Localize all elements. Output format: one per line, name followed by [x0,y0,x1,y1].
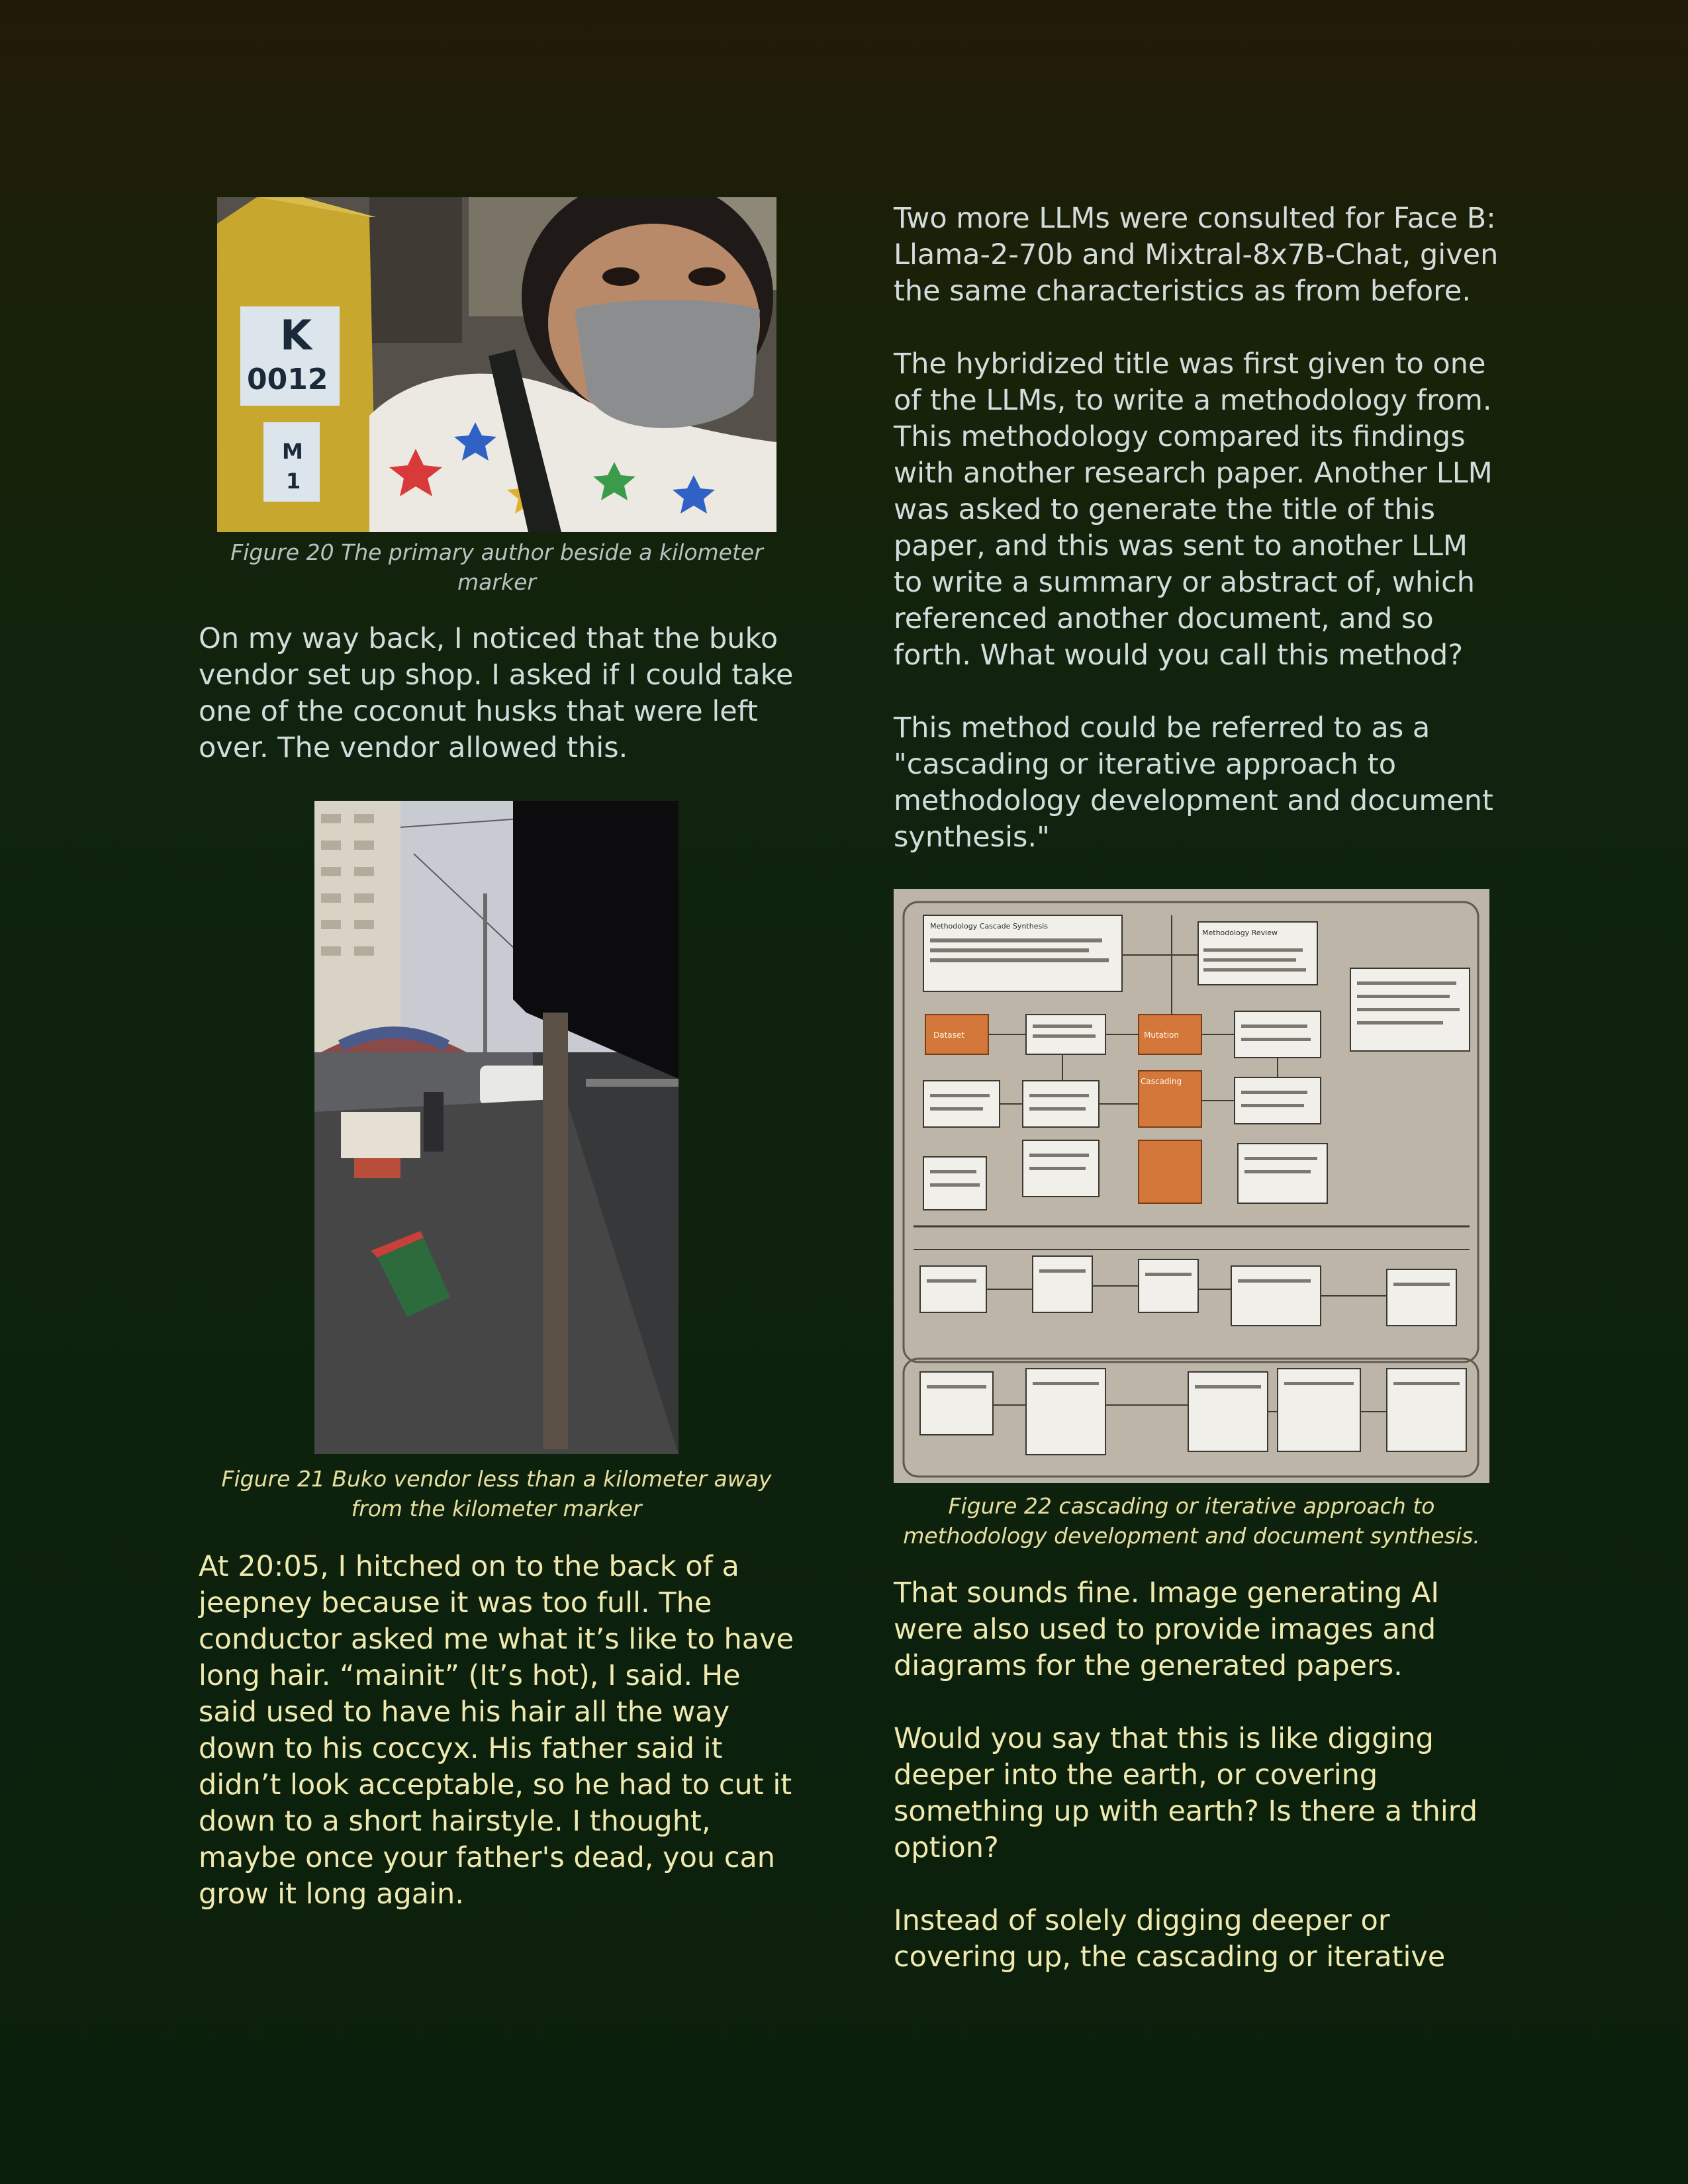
figure-21-photo [314,801,679,1454]
right-paragraph-4: That sounds fine. Image generating AI were also used to provide images and diagrams for the generated papers. [894,1576,1440,1682]
figure-21 [199,801,794,1522]
figure-20 [199,197,794,594]
diagram-box-a: Methodology Review [1202,929,1278,937]
marker-sub-1: M [282,439,303,464]
right-column [894,197,1503,2012]
diagram-orange-1: Dataset [933,1030,964,1040]
diagram-orange-3: Cascading [1141,1077,1182,1086]
left-paragraph-1: On my way back, I noticed that the buko vendor set up shop. I asked if I could take one of the coconut husks that were left over. The vendor allowed this. [199,622,794,764]
right-paragraph-2: The hybridized title was first given to one of the LLMs, to write a methodology from. This methodology compared its findings with another research paper. Another LLM was asked to generate the title of this paper, and this was sent to another LLM to write a summary or abstract of, which referenced another document, and so forth. What would you call this method? [894,347,1493,672]
diagram-title: Methodology Cascade Synthesis [930,922,1048,931]
right-paragraph-1: Two more LLMs were consulted for Face B: Llama-2-70b and Mixtral-8x7B-Chat, given the same characteristics as from before. [894,202,1499,308]
figure-20-photo [217,197,776,532]
figure-22-caption: Figure 22 cascading or iterative approach to methodology development and document synthesis. [903,1493,1480,1549]
marker-number: 0012 [247,363,328,396]
marker-sub-2: 1 [286,469,301,494]
left-paragraph-2: At 20:05, I hitched on to the back of a jeepney because it was too full. The conductor asked me what it’s like to have long hair. “mainit” (It’s hot), I said. He said used to have his hair all the way down to his coccyx. His father said it didn’t look acceptable, so he had to cut it down to a short hairstyle. I thought, maybe once your father's dead, you can grow it long again. [199,1550,794,1911]
figure-20-caption: Figure 20 The primary author beside a kilometer marker [230,539,763,595]
figure-21-caption: Figure 21 Buko vendor less than a kilometer away from the kilometer marker [221,1466,772,1522]
marker-letter: K [280,311,312,359]
right-paragraph-5: Would you say that this is like digging deeper into the earth, or covering something up with earth? Is there a third option? [894,1722,1478,1864]
diagram-orange-2: Mutation [1144,1030,1180,1040]
figure-22-diagram [894,889,1489,1483]
right-paragraph-6: Instead of solely digging deeper or covering up, the cascading or iterative [894,1904,1446,1974]
right-paragraph-3: This method could be referred to as a "cascading or iterative approach to methodology development and document synthesis." [894,711,1493,854]
left-column [199,197,794,1949]
figure-22 [894,889,1503,1551]
